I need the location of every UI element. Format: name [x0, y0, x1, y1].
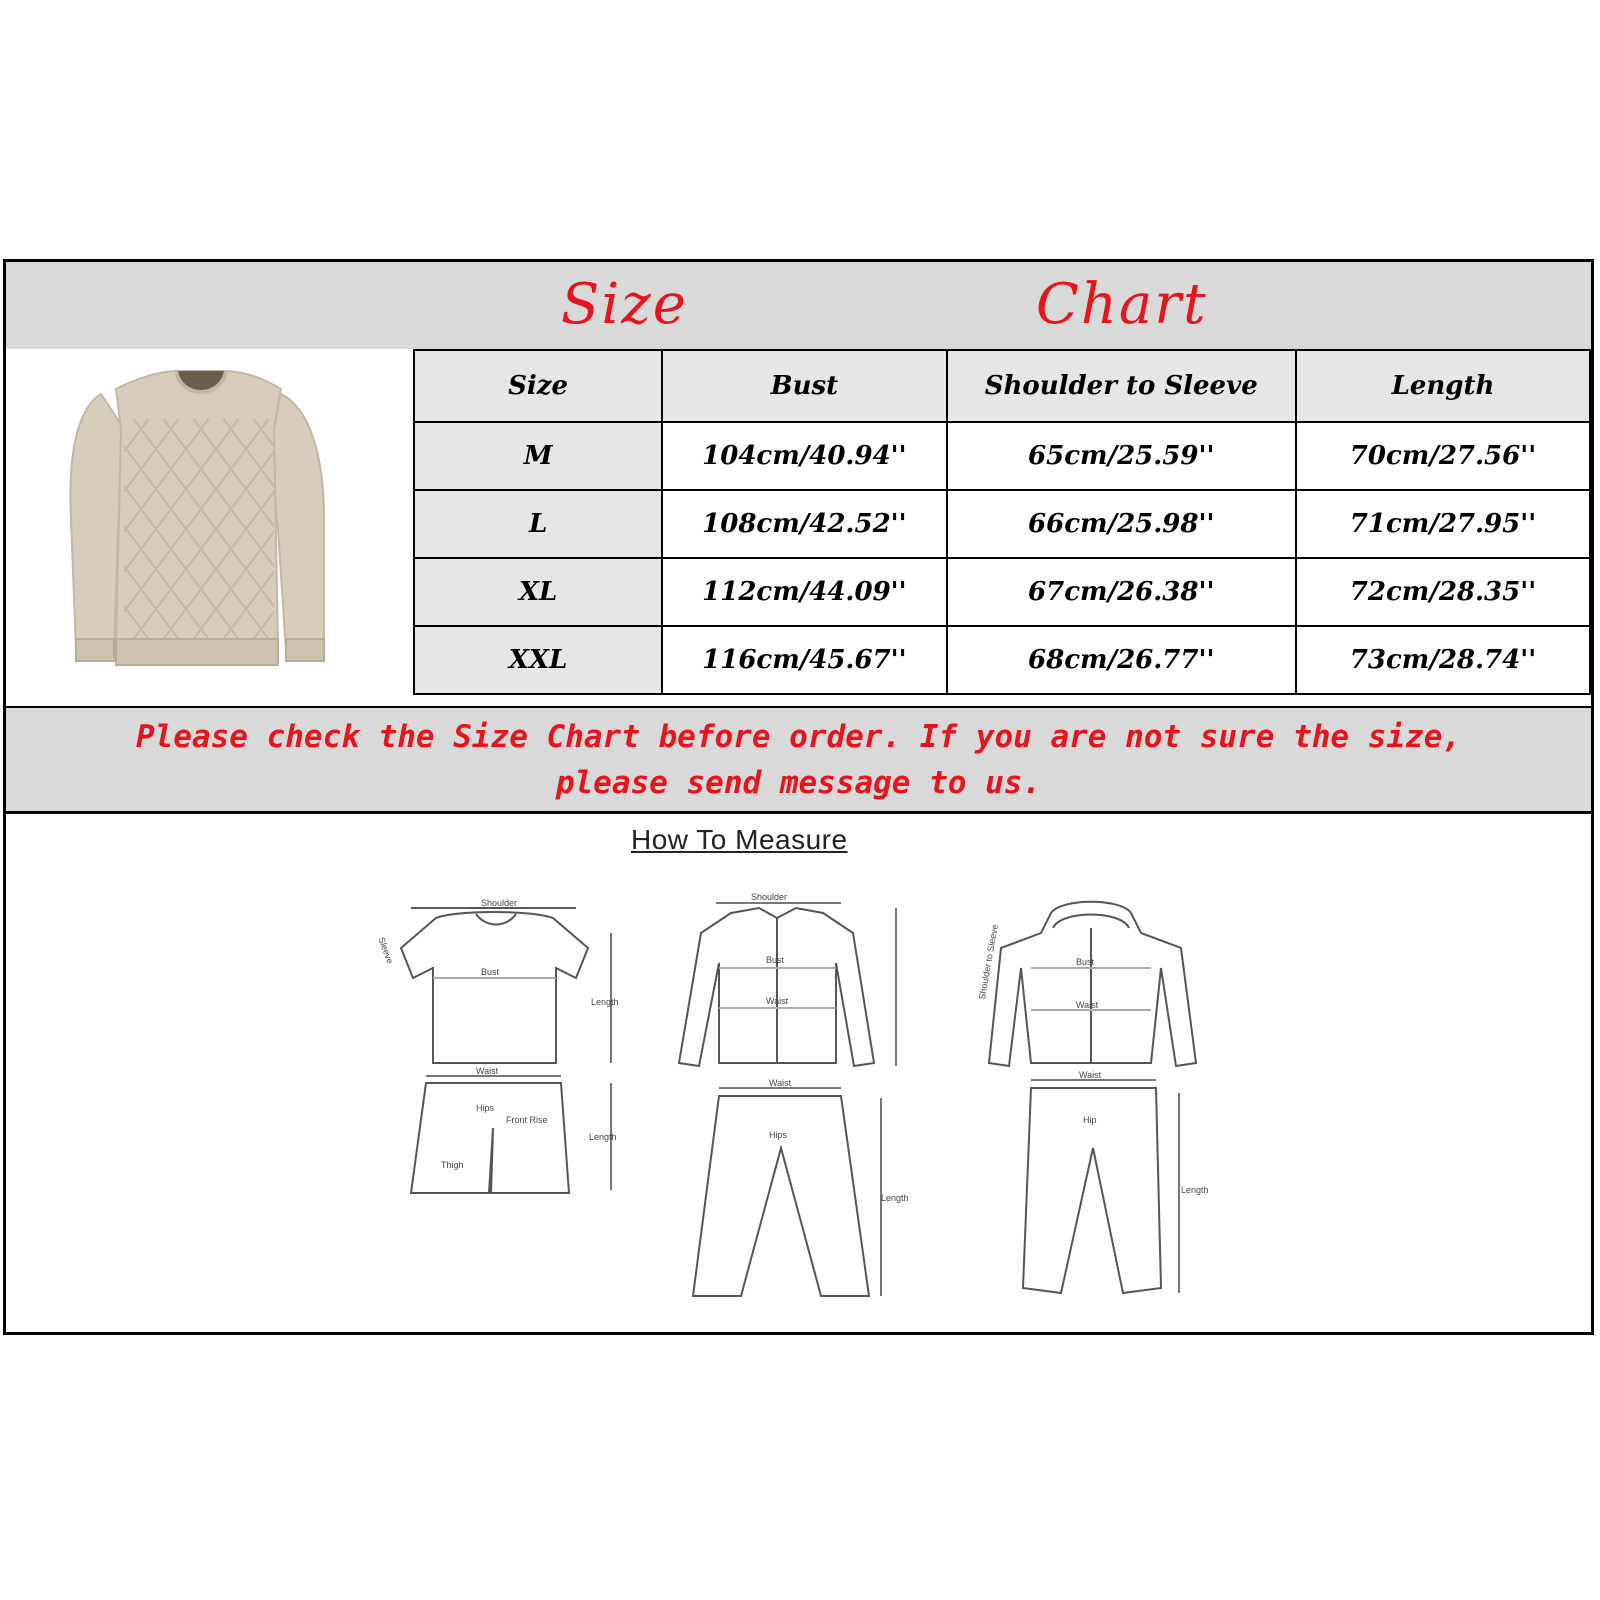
- cell-size: XXL: [414, 626, 662, 694]
- label-length: Length: [591, 997, 619, 1007]
- label-bust: Bust: [481, 967, 500, 977]
- label-waist-pants: Waist: [769, 1078, 792, 1088]
- label-hips-pants: Hips: [769, 1130, 788, 1140]
- cell-size: M: [414, 422, 662, 490]
- how-to-measure: [341, 818, 1251, 1328]
- measure-title: How To Measure: [631, 824, 848, 855]
- label-shoulder-shirt: Shoulder: [751, 892, 788, 902]
- notice-band: [6, 706, 1591, 814]
- label-bust-hoodie: Bust: [1076, 957, 1095, 967]
- label-bust-shirt: Bust: [766, 955, 785, 965]
- label-sleeve: Sleeve: [376, 935, 396, 966]
- label-waist-joggers: Waist: [1079, 1070, 1102, 1080]
- title-size-word: Size: [561, 272, 688, 337]
- title-chart-word: Chart: [1036, 272, 1208, 337]
- cell-size: L: [414, 490, 662, 558]
- label-length-pants: Length: [881, 1193, 909, 1203]
- cell-bust: 112cm/44.09'': [662, 558, 946, 626]
- sweater-image: [6, 349, 413, 703]
- title-band: [6, 262, 1591, 349]
- header-length: Length: [1296, 350, 1590, 422]
- cell-length: 71cm/27.95'': [1296, 490, 1590, 558]
- label-hips: Hips: [476, 1103, 495, 1113]
- notice-line-2: please send message to us.: [555, 765, 1042, 801]
- label-shoulder: Shoulder: [481, 898, 518, 908]
- table-row: [414, 558, 1590, 626]
- cell-bust: 104cm/40.94'': [662, 422, 946, 490]
- label-waist-hoodie: Waist: [1076, 1000, 1099, 1010]
- label-shoulder-to-sleeve: Shoulder to Sleeve: [976, 923, 1000, 1001]
- table-row: [414, 490, 1590, 558]
- label-hip-joggers: Hip: [1083, 1115, 1097, 1125]
- header-shoulder-to-sleeve: Shoulder to Sleeve: [947, 350, 1296, 422]
- label-length-joggers: Length: [1181, 1185, 1209, 1195]
- label-length-shorts: Length: [589, 1132, 617, 1142]
- header-size: Size: [414, 350, 662, 422]
- cell-size: XL: [414, 558, 662, 626]
- size-chart-frame: [3, 259, 1594, 1335]
- label-front-rise: Front Rise: [506, 1115, 548, 1125]
- header-bust: Bust: [662, 350, 946, 422]
- notice-line-1: Please check the Size Chart before order. If you are not sure the size,: [135, 719, 1462, 755]
- table-header-row: [414, 350, 1590, 422]
- cell-bust: 108cm/42.52'': [662, 490, 946, 558]
- product-photo: [6, 349, 413, 703]
- measure-diagram: [341, 818, 1251, 1328]
- cell-shoulder: 68cm/26.77'': [947, 626, 1296, 694]
- cell-shoulder: 66cm/25.98'': [947, 490, 1296, 558]
- label-waist: Waist: [476, 1066, 499, 1076]
- cell-shoulder: 67cm/26.38'': [947, 558, 1296, 626]
- label-thigh: Thigh: [441, 1160, 464, 1170]
- cell-bust: 116cm/45.67'': [662, 626, 946, 694]
- table-row: [414, 626, 1590, 694]
- cell-length: 73cm/28.74'': [1296, 626, 1590, 694]
- cell-shoulder: 65cm/25.59'': [947, 422, 1296, 490]
- size-table: [413, 349, 1591, 695]
- table-row: [414, 422, 1590, 490]
- cell-length: 70cm/27.56'': [1296, 422, 1590, 490]
- cell-length: 72cm/28.35'': [1296, 558, 1590, 626]
- label-waist-shirt: Waist: [766, 996, 789, 1006]
